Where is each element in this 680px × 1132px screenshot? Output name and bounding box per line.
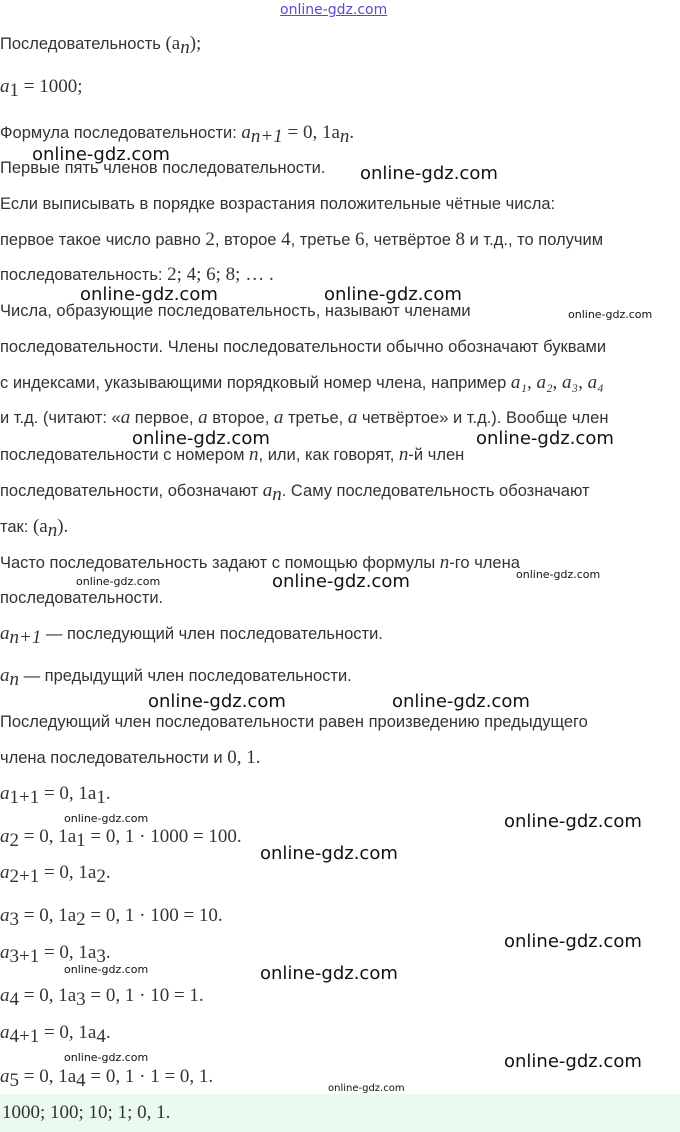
math: = 0, 1a (39, 1022, 97, 1043)
paragraph-line (0, 552, 520, 574)
paragraph-line (0, 480, 590, 505)
math: a (241, 122, 251, 143)
text: -го члена (449, 554, 520, 572)
text: второе, (207, 409, 274, 427)
text: первое, (130, 409, 199, 427)
text: Часто последовательность задают с помощью формулы (0, 554, 440, 572)
math: = 0, 1a (19, 1066, 77, 1087)
math: = 0, 1a (282, 122, 340, 143)
subscript: 3 (96, 946, 106, 967)
first-term-line (0, 76, 83, 101)
answer-box (0, 1094, 680, 1132)
watermark: online-gdz.com (504, 1051, 642, 1072)
calculation-line (0, 1022, 111, 1047)
watermark: online-gdz.com (476, 428, 614, 449)
text: последовательности. Члены последовательности обычно обозначают буквами (0, 338, 607, 356)
math: = 0, 1 · 1 = 0, 1. (85, 1066, 214, 1087)
watermark: online-gdz.com (148, 691, 286, 712)
math: = 0, 1 · 1000 = 100. (85, 826, 242, 847)
math: a (198, 407, 208, 428)
math: a (0, 826, 10, 847)
math: a (0, 1066, 10, 1087)
math: = 1000; (19, 76, 83, 97)
math: a (0, 665, 10, 686)
subscript: n (272, 484, 282, 505)
watermark: online-gdz.com (260, 843, 398, 864)
math: a (273, 407, 284, 428)
watermark: online-gdz.com (32, 144, 170, 165)
math: a (120, 407, 131, 428)
text: Если выписывать в порядке возрастания положительные чётные числа: (0, 195, 556, 213)
math: = 0, 1a (19, 826, 77, 847)
text: , второе (214, 231, 282, 249)
watermark: online-gdz.com (568, 308, 653, 321)
paragraph-line (0, 193, 555, 215)
paragraph-line (0, 336, 606, 358)
formula-line (0, 122, 355, 147)
answer-text: 1000; 100; 10; 1; 0, 1. (2, 1102, 171, 1123)
watermark: online-gdz.com (64, 1051, 149, 1064)
math: = 0, 1a (19, 905, 77, 926)
subscript: 1 (76, 830, 86, 851)
subscript: 5 (9, 1070, 19, 1091)
calculation-line (0, 905, 223, 930)
paragraph-line (0, 229, 603, 251)
subscript: 4 (96, 1026, 106, 1047)
watermark: online-gdz.com (392, 691, 530, 712)
text: последовательности с номером (0, 446, 250, 464)
watermark: online-gdz.com (260, 963, 398, 984)
watermark-top-link[interactable]: online-gdz.com (280, 2, 388, 18)
math: 2; 4; 6; 8; … . (167, 264, 274, 285)
subscript: n (9, 669, 19, 690)
watermark: online-gdz.com (132, 428, 270, 449)
math: . (105, 783, 111, 804)
subscript: n+1 (250, 126, 283, 147)
text: Числа, образующие последовательность, называют членами (0, 302, 471, 320)
text: члена последовательности и (0, 749, 228, 767)
paragraph-line (0, 372, 604, 394)
calculation-line (0, 862, 111, 887)
math: 8 (455, 229, 466, 250)
paragraph-line (0, 587, 163, 609)
math: n (398, 444, 409, 465)
text: последовательности. (0, 589, 164, 607)
paragraph-line (0, 407, 608, 429)
math: . (105, 942, 111, 963)
math: 6 (355, 229, 365, 250)
math: a (347, 407, 358, 428)
math: = 0, 1a (39, 942, 97, 963)
text: Формула последовательности: (0, 124, 242, 142)
subscript: n (47, 520, 58, 541)
math: ). (57, 516, 69, 537)
math: a (0, 1022, 10, 1043)
text: и т.д. (читают: « (0, 409, 121, 427)
calculation-line (0, 1066, 214, 1091)
watermark: online-gdz.com (64, 812, 149, 825)
text: Первые пять членов последовательности. (0, 159, 326, 177)
text: Последовательность (0, 35, 166, 53)
watermark: online-gdz.com (504, 811, 642, 832)
text: и т.д., то получим (465, 231, 604, 249)
subscript: 1+1 (9, 787, 40, 808)
subscript: 3 (9, 909, 19, 930)
subscript: 2+1 (9, 866, 40, 887)
math: . (105, 1022, 111, 1043)
text: , или, как говорят, (258, 446, 399, 464)
watermark: online-gdz.com (360, 163, 498, 184)
text: . Саму последовательность обозначают (281, 482, 590, 500)
text: Последующий член последовательности равен произведению предыдущего (0, 713, 588, 731)
math: a (262, 480, 273, 501)
math: (a (165, 33, 181, 54)
math: a (0, 862, 10, 883)
watermark: online-gdz.com (80, 284, 218, 305)
math: ); (189, 33, 202, 54)
math: = 0, 1 · 10 = 1. (85, 985, 204, 1006)
subscript: 2 (76, 909, 86, 930)
math: 0, 1. (227, 747, 261, 768)
math: . (349, 122, 355, 143)
math: a (0, 942, 10, 963)
watermark: online-gdz.com (64, 963, 149, 976)
math: (a (32, 516, 48, 537)
math: a (0, 985, 10, 1006)
calculation-line (0, 985, 204, 1010)
text: , четвёртое (364, 231, 456, 249)
text: третье, (283, 409, 348, 427)
math: n (249, 444, 259, 465)
calculation-line (0, 783, 111, 808)
paragraph-line (0, 665, 352, 690)
math: a (0, 76, 10, 97)
subscript: 2 (9, 830, 19, 851)
math: a (0, 905, 10, 926)
text: последовательность: (0, 266, 168, 284)
subscript: 4+1 (9, 1026, 40, 1047)
text: первое такое число равно (0, 231, 206, 249)
text: — предыдущий член последовательности. (19, 667, 352, 685)
watermark: online-gdz.com (328, 1083, 405, 1094)
watermark: online-gdz.com (324, 284, 462, 305)
watermark: online-gdz.com (272, 571, 410, 592)
watermark: online-gdz.com (516, 568, 601, 581)
subscript: 1 (96, 787, 106, 808)
math: a (0, 783, 10, 804)
paragraph-line (0, 516, 69, 541)
math: = 0, 1a (19, 985, 77, 1006)
math: = 0, 1a (39, 783, 97, 804)
paragraph-line (0, 623, 383, 648)
text: последовательности, обозначают (0, 482, 263, 500)
text: четвёртое» и т.д.). Вообще член (357, 409, 609, 427)
subscript: 1 (9, 80, 19, 101)
subscript: n (180, 37, 190, 58)
subscript: 3+1 (9, 946, 40, 967)
paragraph-line (0, 711, 588, 733)
text: — последующий член последовательности. (41, 625, 383, 643)
watermark: online-gdz.com (504, 931, 642, 952)
math: . (105, 862, 111, 883)
paragraph-line (0, 264, 274, 286)
text: так: (0, 518, 33, 536)
subscript: 2 (96, 866, 106, 887)
calculation-line (0, 826, 242, 851)
math: 4 (281, 229, 291, 250)
text: , третье (290, 231, 356, 249)
math: n (439, 552, 450, 573)
subscript: n+1 (9, 627, 42, 648)
calculation-line (0, 942, 111, 967)
math: = 0, 1 · 100 = 10. (85, 905, 223, 926)
subscript: 4 (76, 1070, 86, 1091)
math: = 0, 1a (39, 862, 97, 883)
watermark: online-gdz.com (76, 575, 161, 588)
math: a₁, a₂, a₃, a₄ (510, 372, 604, 393)
subscript: 3 (76, 989, 86, 1010)
subscript: 4 (9, 989, 19, 1010)
math: 2 (205, 229, 215, 250)
math: a (0, 623, 10, 644)
text: с индексами, указывающими порядковый номер члена, например (0, 374, 511, 392)
subscript: n (339, 126, 350, 147)
sequence-title-line (0, 33, 202, 58)
paragraph-line (0, 747, 260, 769)
text: -й член (408, 446, 465, 464)
